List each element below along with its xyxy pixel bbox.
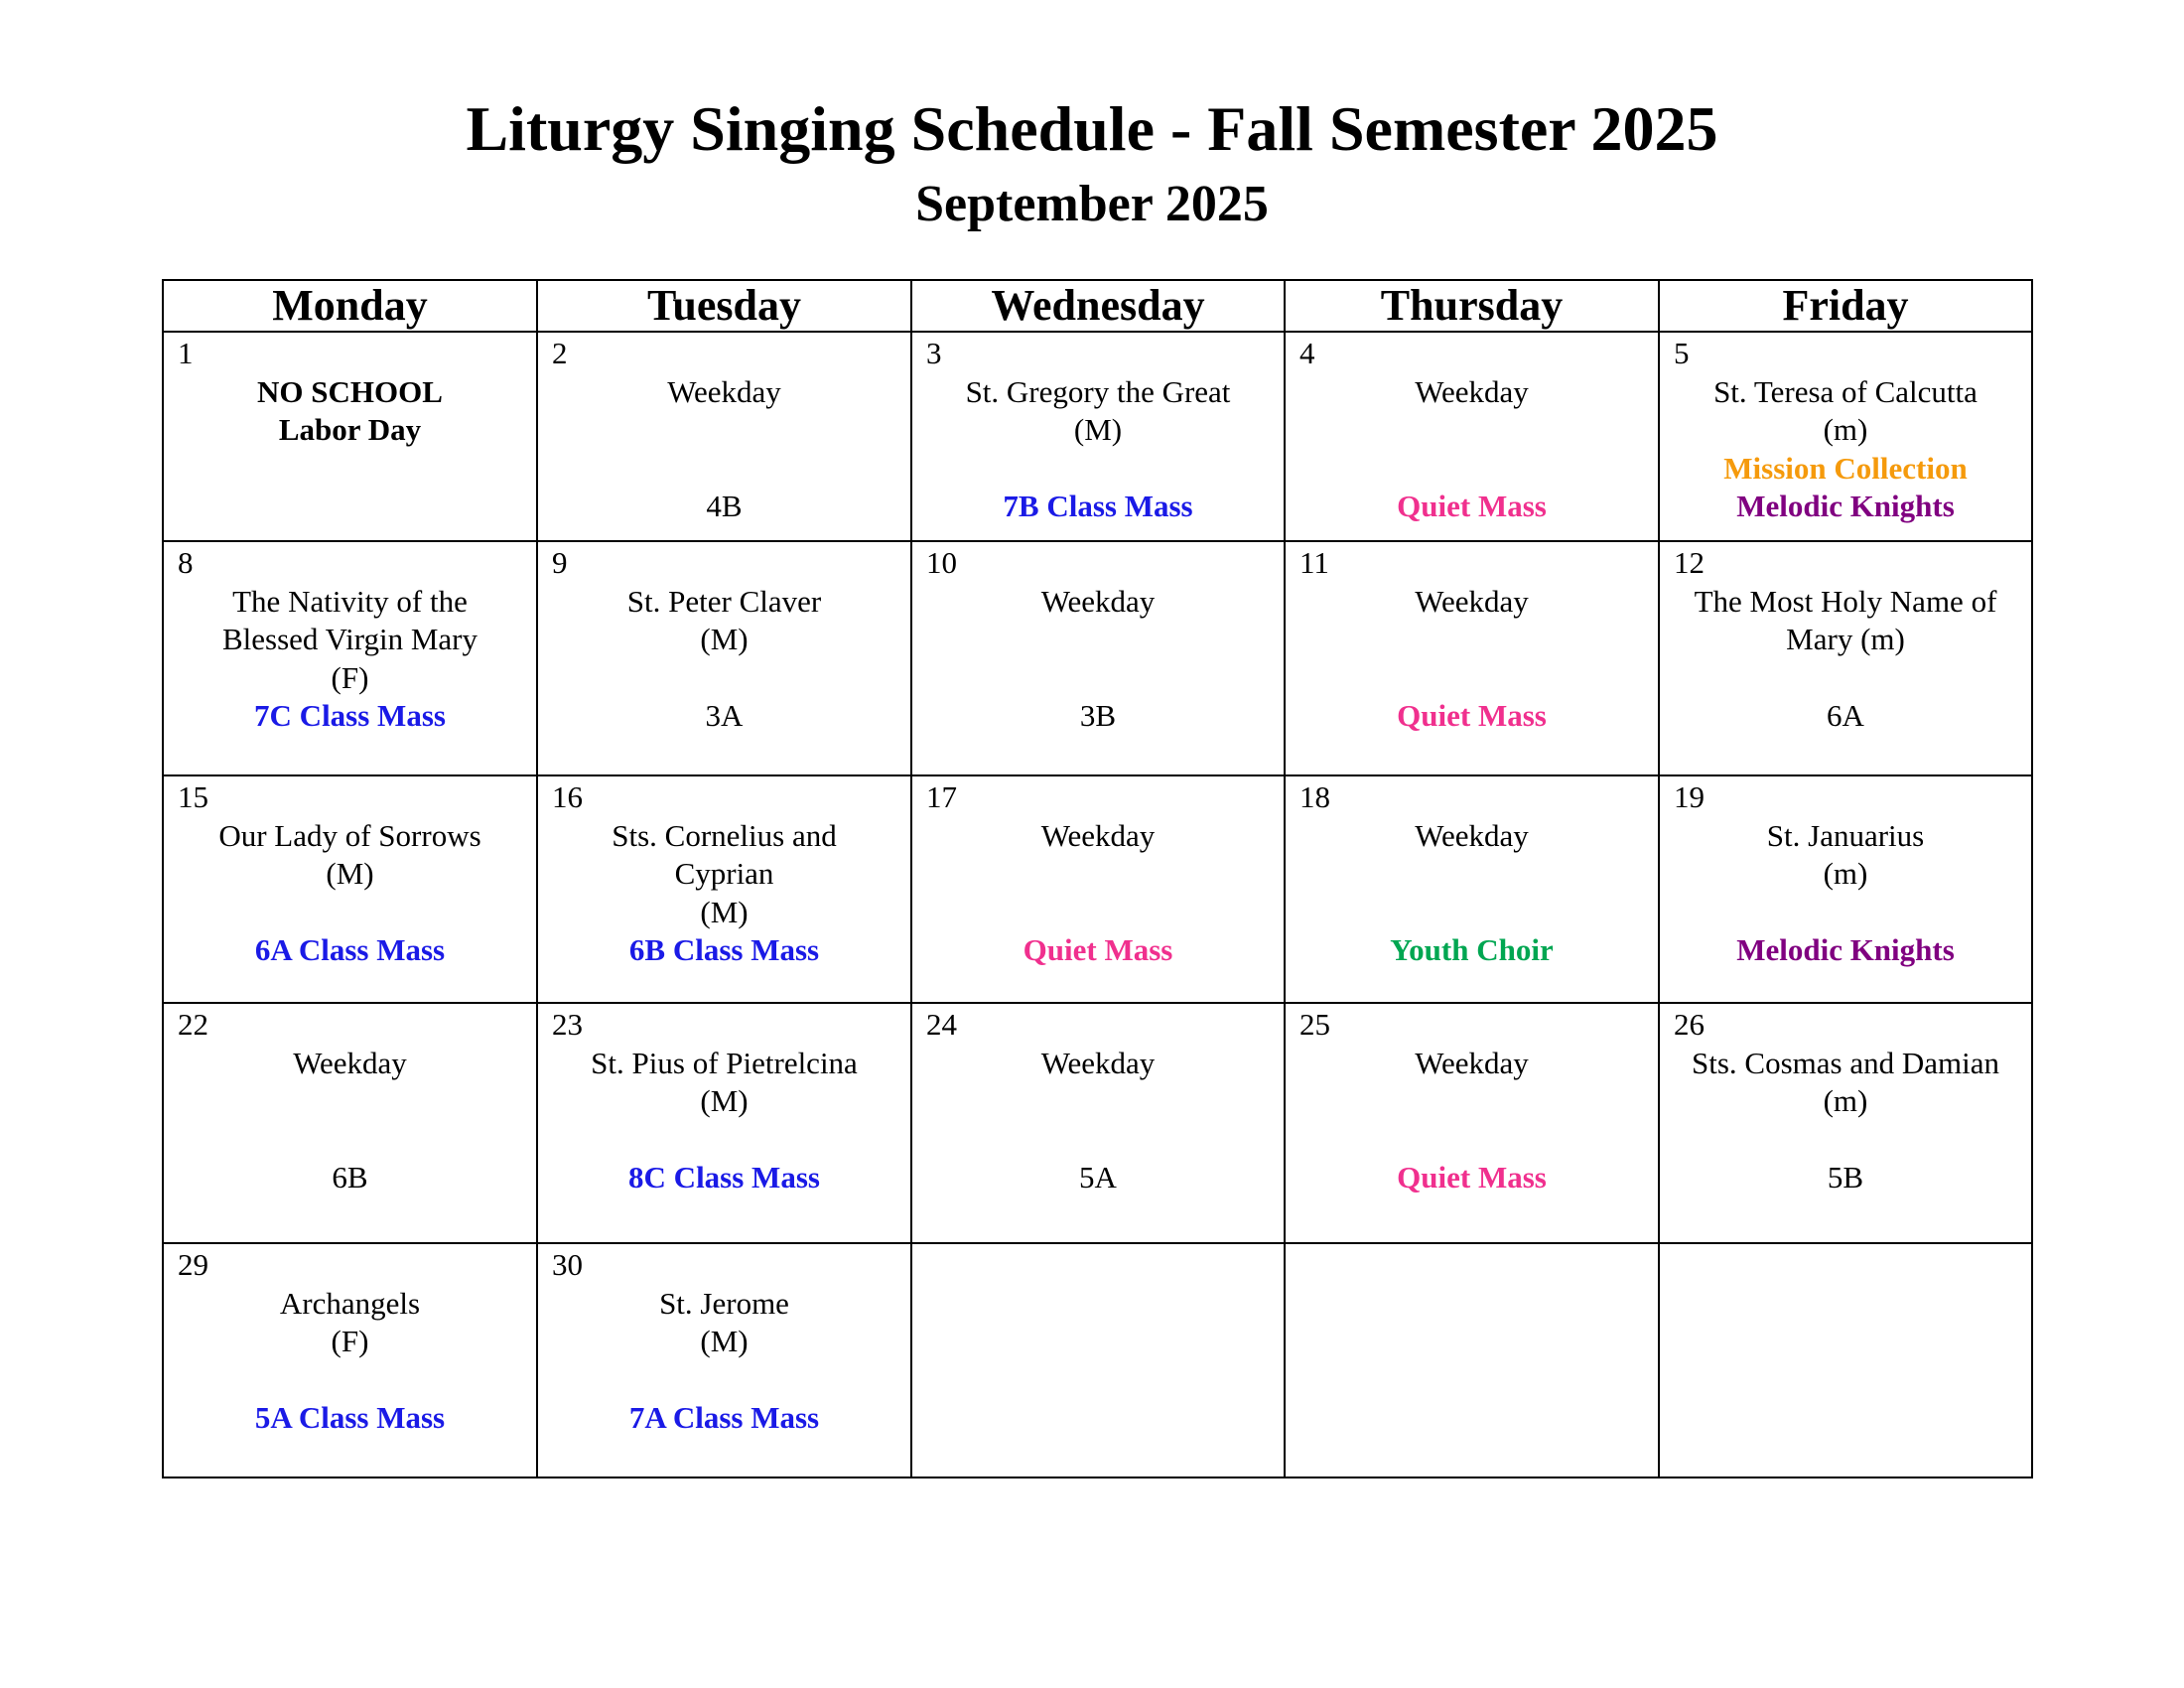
day-number — [912, 1244, 1284, 1285]
spacer-line — [538, 1361, 910, 1400]
spacer-line — [1660, 1121, 2031, 1160]
liturgy-line: (M) — [700, 1083, 749, 1118]
liturgy-line: Archangels — [279, 1285, 421, 1321]
calendar-day-cell — [163, 1243, 537, 1477]
class-mass-label: 7A Class Mass — [628, 1400, 820, 1435]
liturgy-line: (M) — [700, 894, 749, 929]
liturgy-line: The Most Holy Name of — [1694, 583, 1997, 619]
weekday-header-tuesday: Tuesday — [537, 280, 911, 332]
day-entries — [164, 817, 536, 970]
liturgy-line: 6A — [1827, 698, 1864, 733]
weekday-header-wednesday: Wednesday — [911, 280, 1285, 332]
holiday-label: NO SCHOOL — [257, 373, 443, 409]
calendar-day-cell — [1659, 775, 2032, 1003]
calendar-day-cell — [911, 332, 1285, 541]
class-mass-label: 6B Class Mass — [628, 932, 820, 967]
day-number: 23 — [552, 1007, 583, 1042]
class-mass-label: 6A Class Mass — [254, 932, 446, 967]
calendar-day-cell — [163, 332, 537, 541]
liturgy-line: Sts. Cosmas and Damian — [1692, 1045, 1999, 1080]
liturgy-line: (M) — [1073, 412, 1123, 447]
day-number: 22 — [178, 1007, 208, 1042]
spacer-line — [912, 1121, 1284, 1160]
day-entries — [164, 373, 536, 450]
calendar-day-cell — [537, 1003, 911, 1243]
liturgy-line: St. Gregory the Great — [965, 373, 1231, 409]
day-number: 25 — [1299, 1007, 1330, 1042]
spacer-line — [912, 621, 1284, 659]
calendar-day-cell — [1285, 775, 1659, 1003]
calendar-week-row — [163, 541, 2032, 775]
spacer-line — [1286, 1121, 1658, 1160]
day-number — [1286, 1244, 1658, 1285]
day-number: 24 — [926, 1007, 957, 1042]
calendar-day-cell — [1659, 1003, 2032, 1243]
calendar-day-cell — [1285, 541, 1659, 775]
liturgy-line: Weekday — [1040, 817, 1156, 853]
day-number: 4 — [1299, 336, 1315, 370]
spacer-line — [912, 450, 1284, 489]
day-entries — [1286, 373, 1658, 526]
melodic-knights-label: Melodic Knights — [1736, 489, 1955, 523]
liturgy-line: (M) — [326, 856, 374, 891]
day-number: 18 — [1299, 779, 1330, 814]
liturgy-line: St. Teresa of Calcutta — [1713, 373, 1978, 409]
calendar-day-cell — [163, 541, 537, 775]
day-number: 16 — [552, 779, 583, 814]
day-number: 29 — [178, 1247, 208, 1282]
day-entries — [538, 373, 910, 526]
youth-choir-label: Youth Choir — [1390, 932, 1554, 967]
calendar-day-cell — [163, 1003, 537, 1243]
spacer-line — [1286, 659, 1658, 698]
liturgy-line: (F) — [331, 659, 369, 695]
day-number: 17 — [926, 779, 957, 814]
day-entries — [912, 583, 1284, 736]
day-number: 19 — [1674, 779, 1705, 814]
liturgy-line: Weekday — [1415, 1045, 1529, 1080]
liturgy-line: Sts. Cornelius and — [612, 817, 837, 853]
day-entries — [164, 1045, 536, 1197]
spacer-line — [1660, 659, 2031, 698]
spacer-line — [1286, 894, 1658, 932]
class-mass-label: 7B Class Mass — [1003, 489, 1193, 523]
calendar-day-cell — [1659, 1243, 2032, 1477]
liturgy-line: Cyprian — [674, 856, 774, 891]
quiet-mass-label: Quiet Mass — [1023, 932, 1173, 967]
spacer-line — [1286, 411, 1658, 450]
day-number: 3 — [926, 336, 942, 370]
liturgy-line: Mary (m) — [1786, 622, 1905, 656]
liturgy-line: Weekday — [1040, 583, 1156, 619]
weekday-header-row — [163, 280, 2032, 332]
spacer-line — [1660, 894, 2031, 932]
liturgy-line: The Nativity of the — [232, 583, 468, 619]
calendar-day-cell — [911, 1003, 1285, 1243]
calendar-week-row — [163, 1243, 2032, 1477]
liturgy-line: Weekday — [293, 1045, 407, 1080]
spacer-line — [538, 1121, 910, 1160]
calendar-day-cell — [537, 775, 911, 1003]
calendar-day-cell — [537, 1243, 911, 1477]
day-number: 12 — [1674, 545, 1705, 580]
quiet-mass-label: Quiet Mass — [1397, 489, 1547, 523]
spacer-line — [1286, 450, 1658, 489]
calendar-table — [162, 279, 2033, 1478]
day-entries — [1286, 583, 1658, 736]
liturgy-line: Weekday — [1415, 817, 1529, 853]
quiet-mass-label: Quiet Mass — [1397, 1160, 1547, 1195]
liturgy-line: Weekday — [1040, 1045, 1156, 1080]
liturgy-line: (M) — [700, 622, 749, 656]
liturgy-line: (m) — [1823, 856, 1868, 891]
weekday-header-thursday: Thursday — [1285, 280, 1659, 332]
spacer-line — [912, 894, 1284, 932]
liturgy-line: 5B — [1827, 1160, 1864, 1195]
liturgy-line: Our Lady of Sorrows — [218, 817, 481, 853]
spacer-line — [1286, 1082, 1658, 1121]
liturgy-line: 6B — [332, 1160, 368, 1195]
month-title: September 2025 — [915, 176, 1269, 232]
liturgy-line: Weekday — [1415, 373, 1529, 409]
spacer-line — [1286, 855, 1658, 894]
day-entries — [538, 817, 910, 970]
day-number: 1 — [178, 336, 194, 370]
liturgy-line: St. Januarius — [1766, 817, 1925, 853]
spacer-line — [164, 1121, 536, 1160]
day-number: 5 — [1674, 336, 1690, 370]
calendar-day-cell — [1285, 1003, 1659, 1243]
class-mass-label: 7C Class Mass — [254, 698, 446, 733]
melodic-knights-label: Melodic Knights — [1736, 932, 1955, 967]
calendar-week-row — [163, 775, 2032, 1003]
calendar-day-cell — [537, 332, 911, 541]
calendar-day-cell — [1285, 1243, 1659, 1477]
spacer-line — [538, 411, 910, 450]
spacer-line — [538, 659, 910, 698]
liturgy-line: (F) — [331, 1324, 369, 1358]
liturgy-line: (m) — [1823, 1083, 1868, 1118]
calendar-day-cell — [911, 775, 1285, 1003]
calendar-day-cell — [1659, 332, 2032, 541]
day-entries — [164, 583, 536, 736]
day-entries — [1286, 817, 1658, 970]
liturgy-line: Weekday — [667, 373, 781, 409]
day-entries — [538, 1285, 910, 1438]
liturgy-line: Blessed Virgin Mary — [221, 622, 478, 656]
day-number — [1660, 1244, 2031, 1285]
day-entries — [1286, 1045, 1658, 1197]
liturgy-line: 3B — [1079, 698, 1117, 733]
calendar-day-cell — [537, 541, 911, 775]
day-number: 15 — [178, 779, 208, 814]
day-entries — [538, 583, 910, 736]
day-number: 10 — [926, 545, 957, 580]
liturgy-line: 4B — [706, 489, 743, 523]
day-entries — [1660, 373, 2031, 526]
calendar-day-cell — [163, 775, 537, 1003]
day-entries — [538, 1045, 910, 1197]
day-entries — [1660, 817, 2031, 970]
calendar-day-cell — [1285, 332, 1659, 541]
calendar-week-row — [163, 1003, 2032, 1243]
spacer-line — [912, 659, 1284, 698]
spacer-line — [912, 1082, 1284, 1121]
liturgy-line: St. Pius of Pietrelcina — [591, 1045, 858, 1080]
day-number: 9 — [552, 545, 568, 580]
class-mass-label: 5A Class Mass — [254, 1400, 446, 1435]
day-number: 11 — [1299, 545, 1329, 580]
quiet-mass-label: Quiet Mass — [1397, 698, 1547, 733]
mission-collection-label: Mission Collection — [1723, 450, 1968, 486]
day-entries — [1660, 1045, 2031, 1197]
weekday-header-friday: Friday — [1659, 280, 2032, 332]
day-entries — [912, 373, 1284, 526]
liturgy-line: (m) — [1823, 412, 1868, 447]
day-entries — [912, 817, 1284, 970]
day-number: 2 — [552, 336, 568, 370]
day-entries — [1660, 583, 2031, 736]
day-entries — [912, 1045, 1284, 1197]
liturgy-line: Weekday — [1415, 583, 1529, 619]
spacer-line — [164, 1082, 536, 1121]
weekday-header-monday: Monday — [163, 280, 537, 332]
spacer-line — [538, 450, 910, 489]
spacer-line — [1286, 621, 1658, 659]
spacer-line — [164, 1361, 536, 1400]
liturgy-line: St. Jerome — [659, 1285, 789, 1321]
calendar-day-cell — [911, 541, 1285, 775]
page-title: Liturgy Singing Schedule - Fall Semester 2025 — [466, 93, 1718, 164]
calendar-week-row — [163, 332, 2032, 541]
day-number: 26 — [1674, 1007, 1705, 1042]
calendar-day-cell — [911, 1243, 1285, 1477]
holiday-label: Labor Day — [278, 412, 422, 447]
class-mass-label: 8C Class Mass — [628, 1160, 820, 1195]
calendar-day-cell — [1659, 541, 2032, 775]
day-number: 8 — [178, 545, 194, 580]
day-entries — [164, 1285, 536, 1438]
day-number: 30 — [552, 1247, 583, 1282]
spacer-line — [912, 855, 1284, 894]
liturgy-line: St. Peter Claver — [626, 583, 822, 619]
liturgy-line: 5A — [1079, 1160, 1117, 1195]
spacer-line — [164, 894, 536, 932]
liturgy-line: 3A — [705, 698, 744, 733]
liturgy-line: (M) — [700, 1324, 749, 1358]
